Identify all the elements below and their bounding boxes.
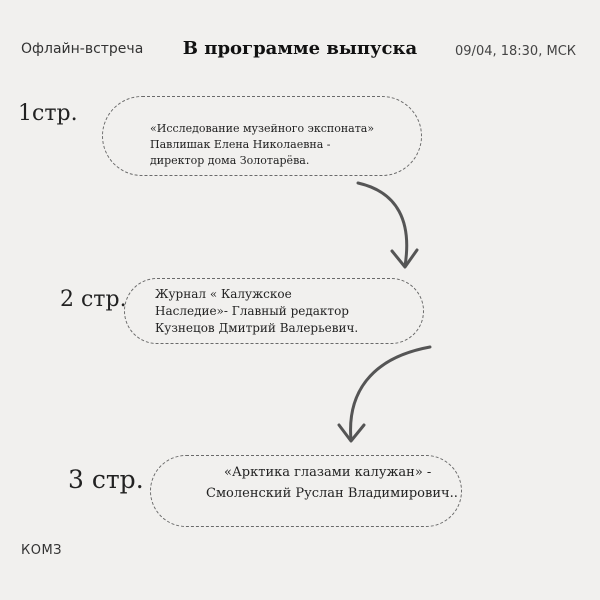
- page-label-2: 2 стр.: [60, 287, 127, 312]
- program-1-line-1: «Исследование музейного экспоната»: [150, 122, 375, 135]
- arrow-1-head: [392, 250, 417, 267]
- event-datetime: 09/04, 18:30, МСК: [455, 44, 576, 59]
- page-title: В программе выпуска: [182, 38, 418, 59]
- arrow-1-curve: [358, 183, 407, 266]
- program-3-line-2: Смоленский Руслан Владимирович..: [206, 486, 458, 501]
- event-type-label: Офлайн-встреча: [21, 41, 144, 57]
- footer-label: КОМЗ: [21, 543, 63, 558]
- page-label-1: 1стр.: [18, 101, 78, 126]
- program-2-line-3: Кузнецов Дмитрий Валерьевич.: [155, 321, 359, 335]
- page-label-3: 3 стр.: [68, 465, 144, 494]
- program-1-line-3: директор дома Золотарёва.: [150, 154, 310, 167]
- program-2-line-1: Журнал « Калужское: [155, 287, 292, 301]
- program-2-line-2: Наследие»- Главный редактор: [155, 304, 349, 318]
- program-3-line-1: «Арктика глазами калужан» -: [224, 465, 432, 480]
- program-1-line-2: Павлишак Елена Николаевна -: [150, 138, 331, 151]
